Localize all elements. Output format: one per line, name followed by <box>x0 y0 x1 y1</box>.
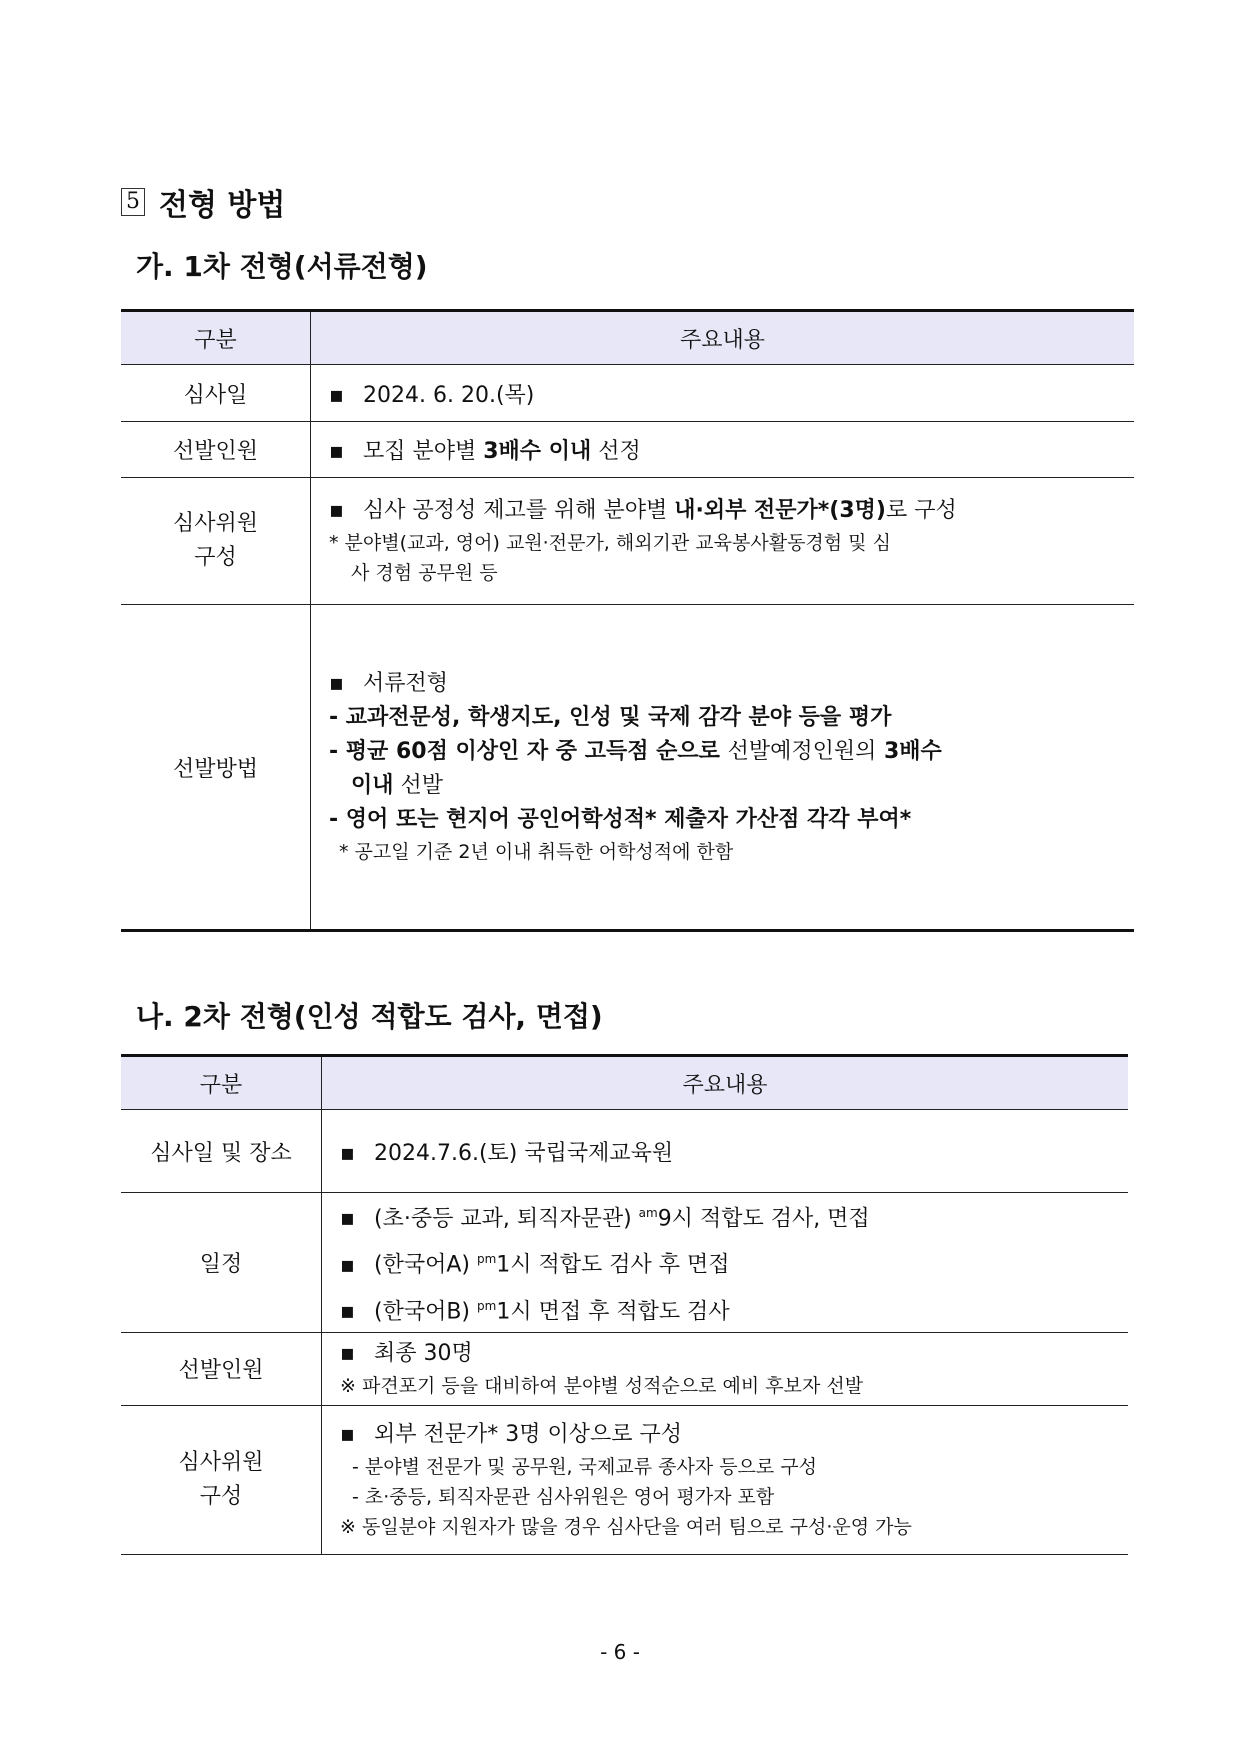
detail-text: - 분야별 전문가 및 공무원, 국제교류 종사자 등으로 구성 <box>352 1455 818 1478</box>
cell-text: 2024.7.6.(토) 국립국제교육원 <box>374 1140 674 1166</box>
time-sup: am <box>638 1206 658 1220</box>
row-label: 선발방법 <box>121 605 311 931</box>
section-number-box: 5 <box>121 188 145 216</box>
cell-text-bold: - 평균 60점 이상인 자 중 고득점 순으로 <box>329 739 728 764</box>
table-row <box>121 365 1134 422</box>
cell-text: 외부 전문가* 3명 이상으로 구성 <box>374 1421 682 1447</box>
row-label: 일정 <box>121 1193 322 1333</box>
row-label: 구성 <box>199 1483 243 1509</box>
cell-text-bold: 이내 <box>351 773 394 798</box>
cell-text-bold: 3배수 이내 <box>483 439 592 464</box>
note-text: * 공고일 기준 2년 이내 취득한 어학성적에 한함 <box>339 841 734 863</box>
bullet-icon: ▪ <box>329 382 344 408</box>
cell-text: 서류전형 <box>363 671 449 696</box>
note-text: * 분야별(교과, 영어) 교원·전문가, 해외기관 교육봉사활동경험 및 심 <box>329 532 891 554</box>
row-label: 심사일 <box>121 365 311 422</box>
bullet-icon: ▪ <box>340 1298 355 1324</box>
bullet-icon: ▪ <box>340 1421 355 1447</box>
header-content: 주요내용 <box>311 311 1135 365</box>
table-row <box>121 478 1134 605</box>
cell-text: 1시 적합도 검사 후 면접 <box>496 1252 730 1278</box>
row-label: 심사위원 <box>178 1449 264 1475</box>
table-row <box>121 1110 1128 1193</box>
stage2-title: 나. 2차 전형(인성 적합도 검사, 면접) <box>136 1000 603 1033</box>
header-category: 구분 <box>121 311 311 365</box>
note-text: ※ 파견포기 등을 대비하여 분야별 성적순으로 예비 후보자 선발 <box>340 1374 864 1397</box>
row-label: 선발인원 <box>121 1332 322 1405</box>
cell-text-bold: - 교과전문성, 학생지도, 인성 및 국제 감각 분야 등을 평가 <box>329 705 892 730</box>
table-row <box>121 1405 1128 1554</box>
time-sup: pm <box>477 1298 497 1313</box>
cell-text: (초·중등 교과, 퇴직자문관) <box>374 1206 639 1232</box>
row-label: 선발인원 <box>121 422 311 478</box>
cell-text: (한국어B) <box>374 1298 478 1324</box>
bullet-icon: ▪ <box>340 1252 355 1278</box>
time-sup: pm <box>476 1252 497 1267</box>
cell-text: (한국어A) <box>374 1252 477 1278</box>
table-row <box>121 605 1134 931</box>
cell-text: 심사 공정성 제고를 위해 분야별 <box>363 498 675 523</box>
header-content: 주요내용 <box>322 1056 1129 1110</box>
note-text: 사 경험 공무원 등 <box>351 562 498 584</box>
bullet-icon: ▪ <box>340 1140 355 1166</box>
row-label: 심사위원 <box>172 511 258 536</box>
cell-text: 9시 적합도 검사, 면접 <box>657 1206 870 1232</box>
cell-text: 1시 면접 후 적합도 검사 <box>496 1298 730 1324</box>
section-title: 전형 방법 <box>159 188 286 223</box>
cell-text: 선정 <box>591 439 641 464</box>
stage1-table <box>121 309 1134 932</box>
cell-text: 모집 분야별 <box>363 439 484 464</box>
stage1-title: 가. 1차 전형(서류전형) <box>136 250 428 283</box>
table-row <box>121 422 1134 478</box>
stage2-table <box>121 1054 1128 1555</box>
cell-text: 최종 30명 <box>374 1340 473 1366</box>
bullet-icon: ▪ <box>329 671 344 696</box>
cell-text: 2024. 6. 20.(목) <box>363 382 535 408</box>
table-row <box>121 1193 1128 1333</box>
section-heading <box>121 180 285 224</box>
detail-text: - 초·중등, 퇴직자문관 심사위원은 영어 평가자 포함 <box>352 1485 775 1508</box>
bullet-icon: ▪ <box>340 1340 355 1366</box>
cell-text-bold: - 영어 또는 현지어 공인어학성적* 제출자 가산점 각각 부여* <box>329 807 912 832</box>
cell-text-bold: 내·외부 전문가*(3명) <box>674 498 886 523</box>
row-label: 심사일 및 장소 <box>121 1110 322 1193</box>
row-label: 구성 <box>194 545 237 570</box>
bullet-icon: ▪ <box>329 439 344 464</box>
page-number: - 6 - <box>600 1640 640 1664</box>
cell-text: 선발예정인원의 <box>727 739 877 764</box>
header-category: 구분 <box>121 1056 322 1110</box>
cell-text-bold: 3배수 <box>876 739 942 764</box>
bullet-icon: ▪ <box>340 1206 355 1232</box>
bullet-icon: ▪ <box>329 498 344 523</box>
cell-text: 로 구성 <box>885 498 957 523</box>
table-row <box>121 1332 1128 1405</box>
cell-text: 선발 <box>393 773 444 798</box>
note-text: ※ 동일분야 지원자가 많을 경우 심사단을 여러 팀으로 구성·운영 가능 <box>340 1515 912 1538</box>
